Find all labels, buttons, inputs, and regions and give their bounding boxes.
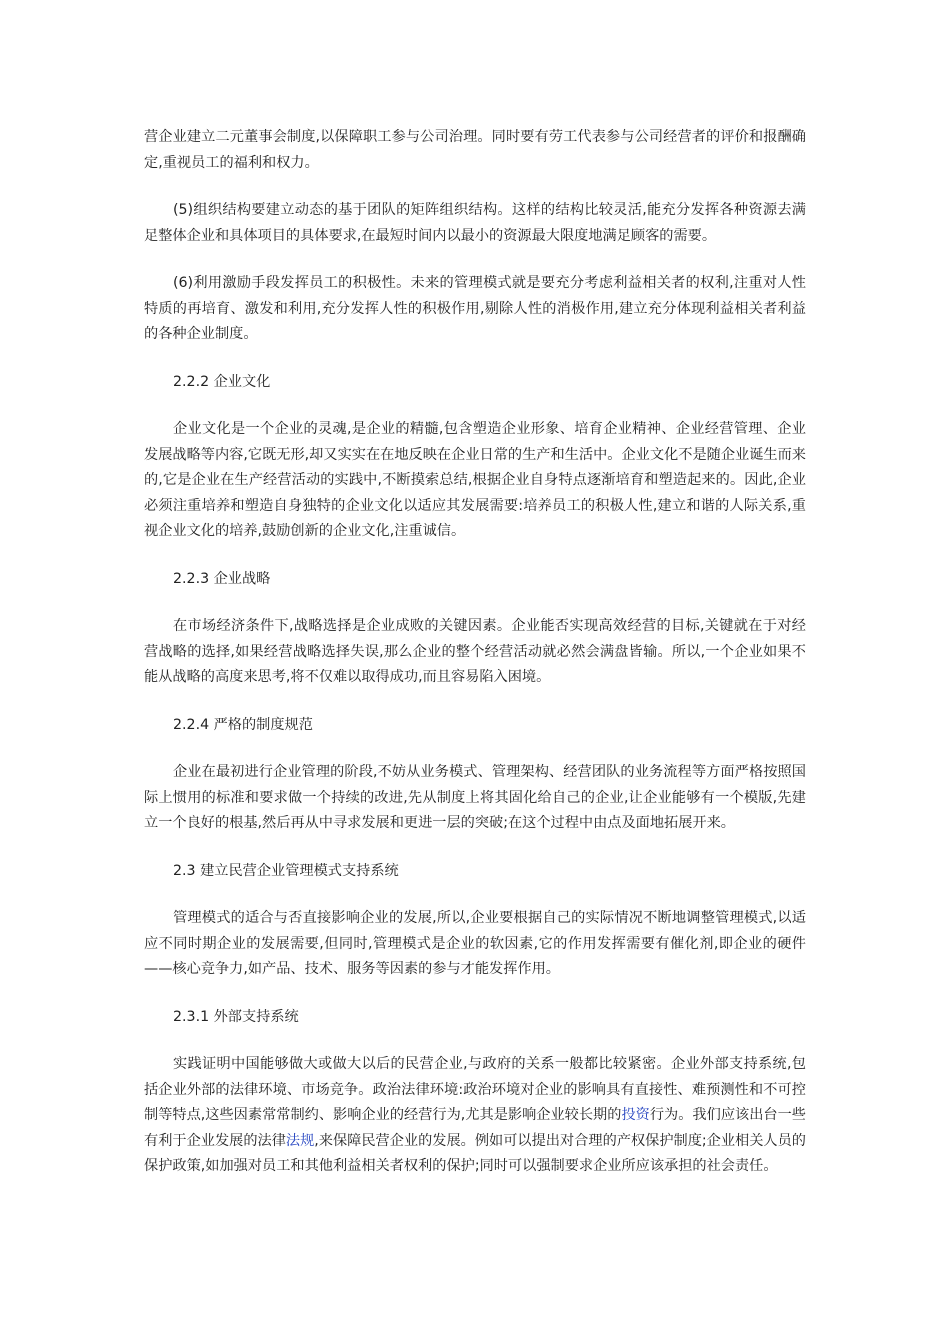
paragraph-incentive: (6)利用激励手段发挥员工的积极性。未来的管理模式就是要充分考虑利益相关者的权利,注重对人性特质的再培育、激发和利用,充分发挥人性的积极作用,剔除人性的消极作用,建立充分体现利益相关者利益的各种企业制度。: [144, 275, 806, 342]
heading-2-3: 2.3 建立民营企业管理模式支持系统: [173, 862, 399, 879]
paragraph-strategy: 在市场经济条件下,战略选择是企业成败的关键因素。企业能否实现高效经营的目标,关键就在于对经营战略的选择,如果经营战略选择失误,那么企业的整个经营活动就必然会满盘皆输。所以,一个企业如果不能从战略的高度来思考,将不仅难以取得成功,而且容易陷入困境。: [144, 618, 806, 685]
paragraph-text-part-3: ,来保障民营企业的发展。例如可以提出对合理的产权保护制度;企业相关人员的保护政策,如加强对员工和其他利益相关者权利的保护;同时可以强制要求企业所应该承担的社会责任。: [144, 1132, 806, 1174]
heading-2-2-3: 2.2.3 企业战略: [173, 570, 271, 587]
document-page: [144, 125, 806, 1180]
heading-2-3-1: 2.3.1 外部支持系统: [173, 1008, 299, 1025]
paragraph-support-system: 管理模式的适合与否直接影响企业的发展,所以,企业要根据自己的实际情况不断地调整管理模式,以适应不同时期企业的发展需要,但同时,管理模式是企业的软因素,它的作用发挥需要有催化剂,即企业的硬件——核心竞争力,如产品、技术、服务等因素的参与才能发挥作用。: [144, 910, 806, 977]
paragraph-board-system: 营企业建立二元董事会制度,以保障职工参与公司治理。同时要有劳工代表参与公司经营者的评价和报酬确定,重视员工的福利和权力。: [144, 129, 806, 171]
paragraph-corporate-culture: 企业文化是一个企业的灵魂,是企业的精髓,包含塑造企业形象、培育企业精神、企业经营管理、企业发展战略等内容,它既无形,却又实实在在地反映在企业日常的生产和生活中。企业文化不是随企业诞生而来的,它是企业在生产经营活动的实践中,不断摸索总结,根据企业自身特点逐渐培育和塑造起来的。因此,企业必须注重培养和塑造自身独特的企业文化以适应其发展需要:培养员工的积极人性,建立和谐的人际关系,重视企业文化的培养,鼓励创新的企业文化,注重诚信。: [144, 421, 806, 539]
paragraph-text-part-2: 行为。我们应该出台一些有利于企业发展的法律: [144, 1107, 806, 1149]
paragraph-text-part-1: 实践证明中国能够做大或做大以后的民营企业,与政府的关系一般都比较紧密。企业外部支持系统,包括企业外部的法律环境、市场竞争。政治法律环境:政治环境对企业的影响具有直接性、难预测性和不可控制等特点,这些因素常常制约、影响企业的经营行为,尤其是影响企业较长期的: [144, 1056, 806, 1123]
link-regulations[interactable]: 法规: [285, 1132, 315, 1149]
heading-2-2-2: 2.2.2 企业文化: [173, 373, 271, 390]
paragraph-external-support: [144, 1052, 806, 1180]
link-investment[interactable]: 投资: [621, 1107, 650, 1123]
paragraph-regulations: 企业在最初进行企业管理的阶段,不妨从业务模式、管理架构、经营团队的业务流程等方面严格按照国际上惯用的标准和要求做一个持续的改进,先从制度上将其固化给自己的企业,让企业能够有一个模版,先建立一个良好的根基,然后再从中寻求发展和更进一层的突破;在这个过程中由点及面地拓展开来。: [144, 764, 806, 831]
paragraph-org-structure: (5)组织结构要建立动态的基于团队的矩阵组织结构。这样的结构比较灵活,能充分发挥各种资源去满足整体企业和具体项目的具体要求,在最短时间内以最小的资源最大限度地满足顾客的需要。: [144, 202, 806, 244]
heading-2-2-4: 2.2.4 严格的制度规范: [173, 716, 313, 733]
